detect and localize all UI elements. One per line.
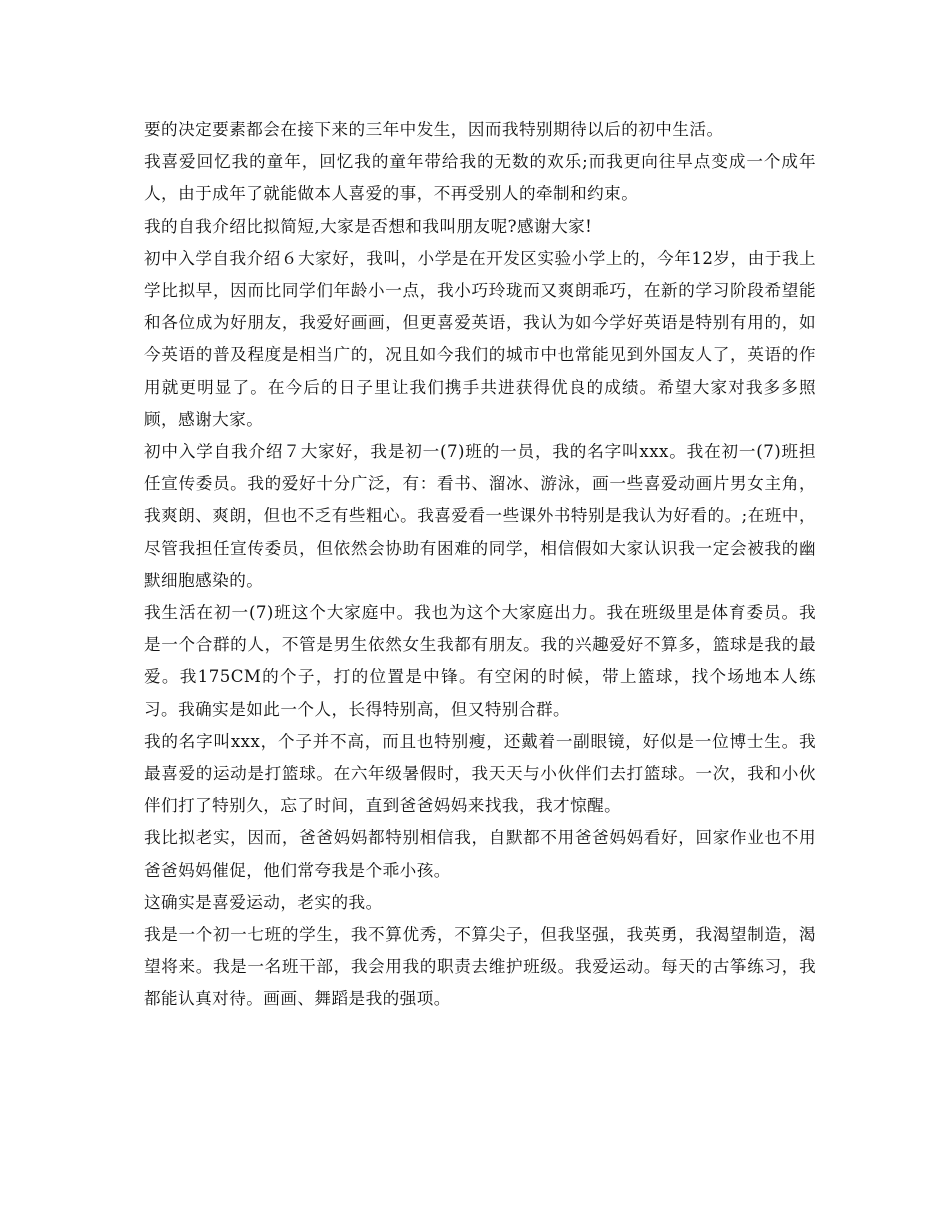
document-body bbox=[144, 114, 816, 1016]
paragraph-7: 我的名字叫xxx，个子并不高，而且也特别瘦，还戴着一副眼镜，好似是一位博士生。我最喜爱的运动是打篮球。在六年级暑假时，我天天与小伙伴们去打篮球。一次，我和小伙伴们打了特别久，忘了时间，直到爸爸妈妈来找我，我才惊醒。 bbox=[144, 731, 816, 816]
paragraph-6: 我生活在初一(7)班这个大家庭中。我也为这个大家庭出力。我在班级里是体育委员。我是一个合群的人，不管是男生依然女生我都有朋友。我的兴趣爱好不算多，篮球是我的最爱。我175CM的个子，打的位置是中锋。有空闲的时候，带上篮球，找个场地本人练习。我确实是如此一个人，长得特别高，但又特别合群。 bbox=[144, 603, 816, 719]
paragraph-4: 初中入学自我介绍６大家好，我叫，小学是在开发区实验小学上的，今年12岁，由于我上学比拟早，因而比同学们年龄小一点，我小巧玲珑而又爽朗乖巧，在新的学习阶段希望能和各位成为好朋友，我爱好画画，但更喜爱英语，我认为如今学好英语是特别有用的，如今英语的普及程度是相当广的，况且如今我们的城市中也常能见到外国友人了，英语的作用就更明显了。在今后的日子里让我们携手共进获得优良的成绩。希望大家对我多多照顾，感谢大家。 bbox=[144, 248, 816, 429]
paragraph-3: 我的自我介绍比拟简短,大家是否想和我叫朋友呢?感谢大家! bbox=[144, 216, 593, 236]
paragraph-10: 我是一个初一七班的学生，我不算优秀，不算尖子，但我坚强，我英勇，我渴望制造，渴望将来。我是一名班干部，我会用我的职责去维护班级。我爱运动。每天的古筝练习，我都能认真对待。画画、舞蹈是我的强项。 bbox=[144, 925, 816, 1009]
paragraph-8: 我比拟老实，因而，爸爸妈妈都特别相信我，自默都不用爸爸妈妈看好，回家作业也不用爸爸妈妈催促，他们常夸我是个乖小孩。 bbox=[144, 828, 816, 880]
paragraph-5: 初中入学自我介绍７大家好，我是初一(7)班的一员，我的名字叫xxx。我在初一(7)班担任宣传委员。我的爱好十分广泛，有：看书、溜冰、游泳，画一些喜爱动画片男女主角，我爽朗、爽朗，但也不乏有些粗心。我喜爱看一些课外书特别是我认为好看的。;在班中，尽管我担任宣传委员，但依然会协助有困难的同学，相信假如大家认识我一定会被我的幽默细胞感染的。 bbox=[144, 442, 816, 590]
paragraph-1: 要的决定要素都会在接下来的三年中发生，因而我特别期待以后的初中生活。 bbox=[144, 120, 724, 139]
paragraph-2: 我喜爱回忆我的童年，回忆我的童年带给我的无数的欢乐;而我更向往早点变成一个成年人，由于成年了就能做本人喜爱的事，不再受别人的牵制和约束。 bbox=[144, 152, 816, 204]
paragraph-9: 这确实是喜爱运动，老实的我。 bbox=[144, 892, 383, 912]
